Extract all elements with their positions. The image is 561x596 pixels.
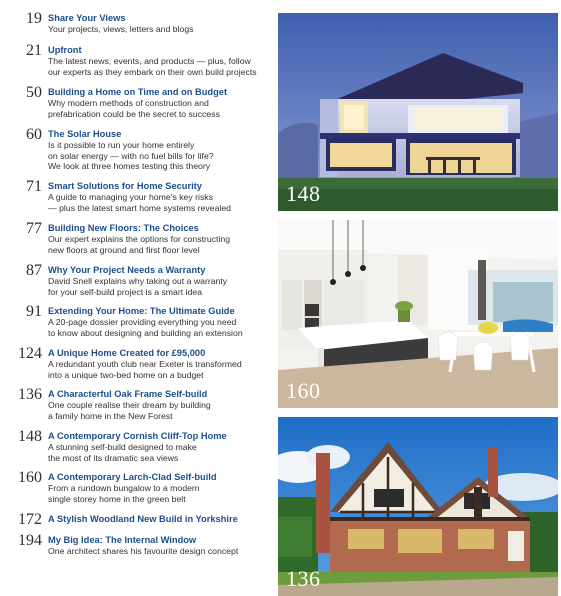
page-number: 77 — [26, 220, 42, 237]
page-number: 91 — [26, 303, 42, 320]
entry-description: our experts as they embark on their own build projects — [48, 66, 257, 77]
page-number: 87 — [26, 262, 42, 279]
entry-title[interactable]: Why Your Project Needs a Warranty — [48, 265, 206, 275]
entry-title[interactable]: My Big Idea: The Internal Window — [48, 535, 197, 545]
page-number: 136 — [18, 386, 42, 403]
larch-clad-kitchen-photo[interactable] — [278, 220, 558, 408]
entry-description: A redundant youth club near Exeter is transformed — [48, 359, 242, 369]
entry-description: One architect shares his favourite design concept — [48, 546, 239, 556]
entry-title[interactable]: A Characterful Oak Frame Self-build — [48, 389, 208, 399]
entry-description: David Snell explains why taking out a warranty — [48, 276, 228, 286]
page-number: 194 — [18, 532, 42, 549]
page-number: 21 — [26, 42, 42, 59]
entry-description: A 20-page dossier providing everything you need — [48, 317, 237, 327]
entry-description: A guide to managing your home’s key risks — [48, 192, 213, 202]
entry-title[interactable]: A Contemporary Larch-Clad Self-build — [48, 472, 217, 482]
page-number: 50 — [26, 84, 42, 101]
entry-title[interactable]: A Unique Home Created for £95,000 — [48, 348, 206, 358]
entry-description: prefabrication could be the secret to success — [48, 108, 220, 119]
page-number: 71 — [26, 178, 42, 195]
entry-description: — plus the latest smart home systems revealed — [48, 202, 231, 213]
entry-title[interactable]: A Contemporary Cornish Cliff-Top Home — [48, 431, 227, 441]
entry-title[interactable]: Building New Floors: The Choices — [48, 223, 199, 233]
entry-title[interactable]: Smart Solutions for Home Security — [48, 181, 202, 191]
entry-description: to know about designing and building an extension — [48, 327, 243, 338]
entry-title[interactable]: Upfront — [48, 45, 82, 55]
entry-description: Our expert explains the options for constructing — [48, 234, 231, 244]
entry-description: The latest news, events, and products — plus, follow — [48, 56, 251, 66]
page-number: 19 — [26, 10, 42, 27]
entry-description: Is it possible to run your home entirely — [48, 140, 195, 150]
entry-title[interactable]: The Solar House — [48, 129, 122, 139]
oak-frame-house-photo[interactable] — [278, 417, 558, 596]
page-number: 172 — [18, 511, 42, 528]
entry-title[interactable]: Share Your Views — [48, 13, 126, 23]
page-number: 160 — [18, 469, 42, 486]
entry-description: on solar energy — with no fuel bills for life? — [48, 150, 214, 161]
page-number: 124 — [18, 345, 42, 362]
entry-description: the most of its dramatic sea views — [48, 452, 179, 463]
photo-page-number: 160 — [286, 378, 321, 403]
entry-description: for your self-build project is a smart idea — [48, 286, 203, 297]
entry-title[interactable]: Extending Your Home: The Ultimate Guide — [48, 306, 235, 316]
entry-title[interactable]: A Stylish Woodland New Build in Yorkshire — [48, 514, 238, 524]
page-number: 60 — [26, 126, 42, 143]
entry-description: From a rundown bungalow to a modern — [48, 483, 200, 493]
entry-description: A stunning self-build designed to make — [48, 442, 197, 452]
entry-description: One couple realise their dream by building — [48, 400, 211, 410]
entry-description: We look at three homes testing this theory — [48, 161, 211, 172]
photo-page-number: 136 — [286, 566, 321, 591]
entry-description: a family home in the New Forest — [48, 410, 173, 421]
entry-description: Your projects, views, letters and blogs — [48, 24, 194, 34]
entry-description: single storey home in the green belt — [48, 493, 186, 504]
page-number: 148 — [18, 428, 42, 445]
entry-title[interactable]: Building a Home on Time and on Budget — [48, 87, 228, 97]
cliff-top-house-photo[interactable] — [278, 13, 558, 211]
photo-page-number: 148 — [286, 181, 321, 206]
entry-description: new floors at ground and first floor level — [48, 244, 200, 255]
entry-description: into a unique two-bed home on a budget — [48, 369, 204, 380]
entry-description: Why modern methods of construction and — [48, 98, 209, 108]
